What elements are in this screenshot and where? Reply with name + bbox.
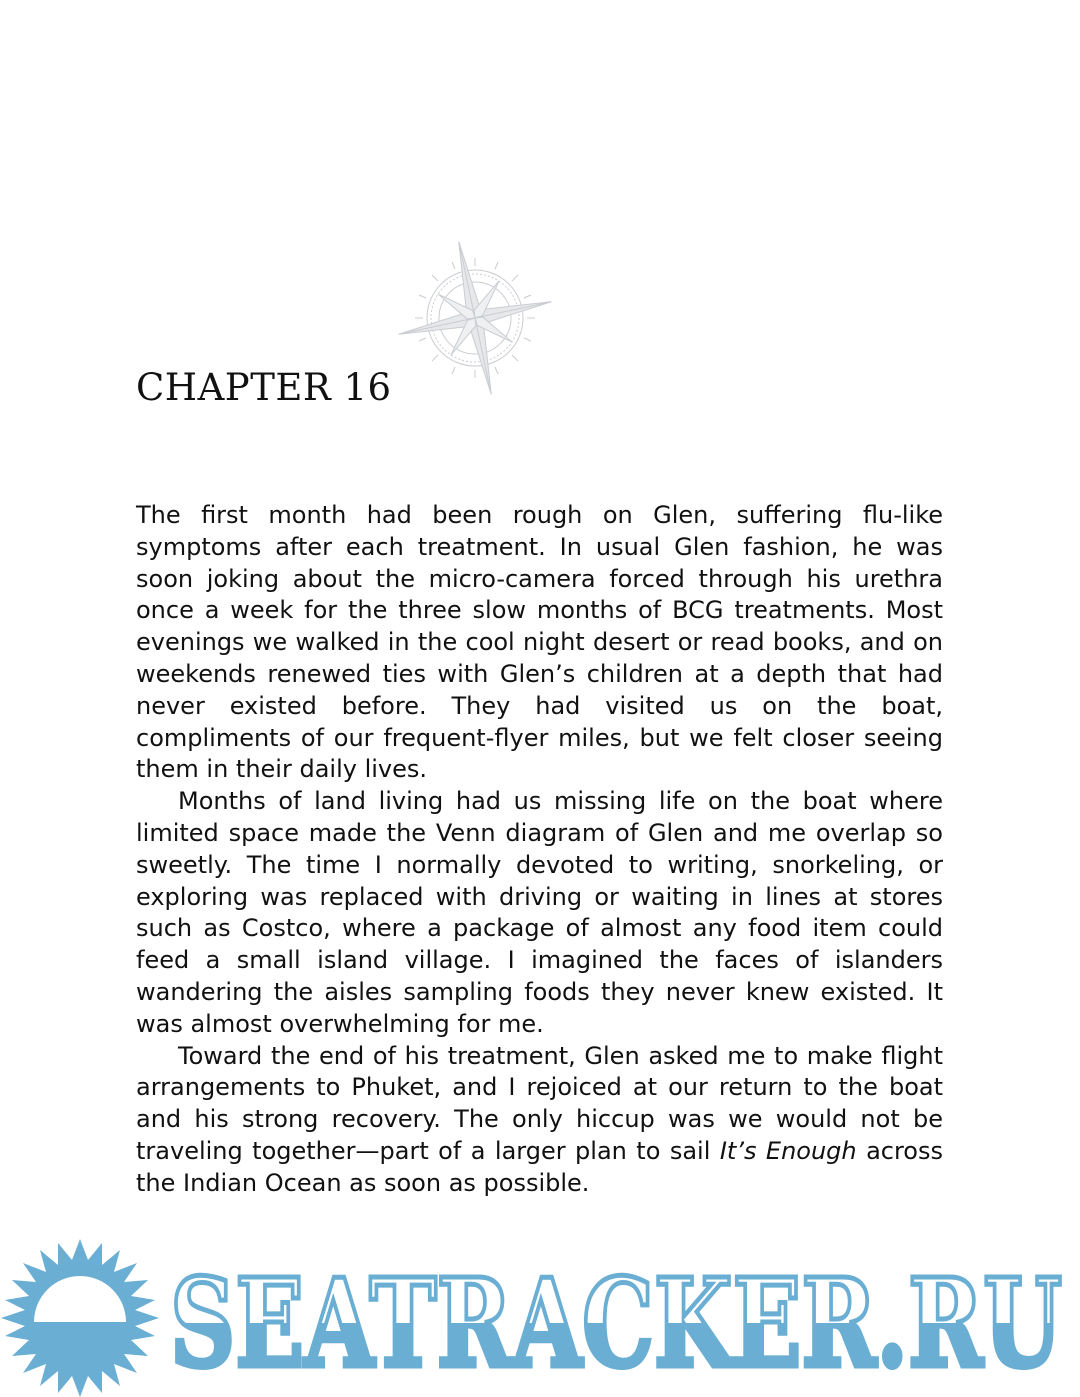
paragraph-text: Toward the end of his treatment, Glen asked me to make flight arrangements to Phuket, and I rejoiced at our return to the boat and his strong recovery. The only hiccup was we would not be traveling together—part of a larger plan to sail	[136, 1041, 943, 1165]
watermark-label: SEATRACKER.RU	[170, 1262, 1062, 1382]
paragraph-text: across the Indian Ocean as soon as possible.	[136, 1136, 944, 1197]
compass-rose-icon	[393, 240, 557, 396]
paragraph	[136, 1041, 943, 1200]
sun-icon	[0, 1238, 160, 1397]
paragraph-text: Months of land living had us missing life on the boat where limited space made the Venn diagram of Glen and me overlap so sweetly. The time I normally devoted to writing, snorkeling, or exploring was replaced with driving or waiting in lines at stores such as Costco, where a package of almost any food item could feed a small island village. I imagined the faces of islanders wandering the aisles sampling foods they never knew existed. It was almost overwhelming for me.	[136, 787, 943, 1038]
paragraph	[136, 786, 943, 1040]
chapter-body	[136, 500, 943, 1200]
boat-name: It’s Enough	[719, 1136, 857, 1165]
paragraph-text: The first month had been rough on Glen, suffering flu-like symptoms after each treatment. In usual Glen fashion, he was soon joking about the micro-camera forced through his urethra once a week for the three slow months of BCG treatments. Most evenings we walked in the cool night desert or read books, and on weekends renewed ties with Glen’s children at a depth that had never existed before. They had visited us on the boat, compliments of our frequent-flyer miles, but we felt closer seeing them in their daily lives.	[136, 501, 943, 784]
watermark	[0, 1238, 1080, 1397]
paragraph	[136, 500, 943, 786]
watermark-text-graphic	[170, 1262, 1070, 1382]
chapter-title: CHAPTER 16	[136, 366, 392, 409]
